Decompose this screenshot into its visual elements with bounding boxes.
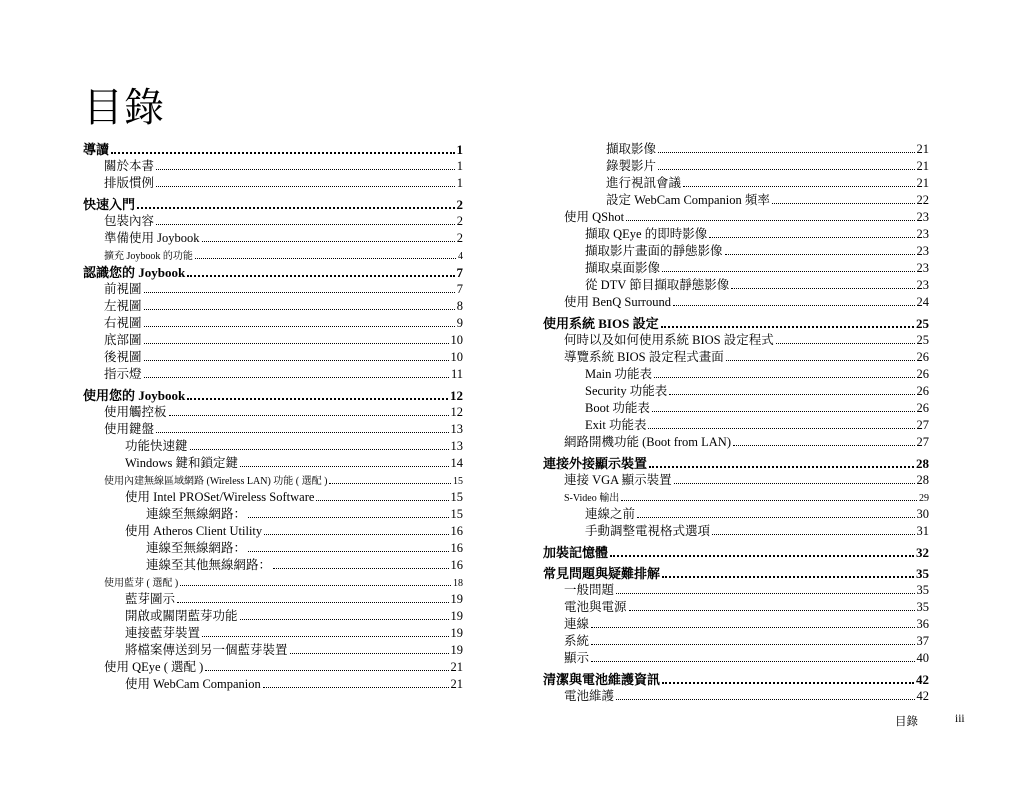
toc-leader-dots <box>621 489 917 501</box>
toc-entry[interactable] <box>83 315 463 332</box>
toc-entry-page: 2 <box>456 214 463 228</box>
toc-entry-page: 21 <box>916 142 929 156</box>
toc-entry-page: 11 <box>450 367 463 381</box>
toc-leader-dots <box>240 455 448 467</box>
toc-entry-title: 使用 QShot <box>564 210 625 224</box>
toc-leader-dots <box>156 158 455 170</box>
toc-entry[interactable] <box>83 540 463 557</box>
toc-entry-title: 將檔案傳送到另一個藍芽裝置 <box>125 643 288 657</box>
toc-entry-title: 快速入門 <box>83 197 136 212</box>
toc-entry-page: 1 <box>456 176 463 190</box>
toc-leader-dots <box>626 209 914 221</box>
toc-entry-page: 16 <box>450 524 463 538</box>
toc-entry[interactable] <box>543 434 929 451</box>
toc-entry[interactable] <box>83 659 463 676</box>
toc-leader-dots <box>591 616 914 628</box>
toc-leader-dots <box>673 294 915 306</box>
toc-leader-dots <box>662 671 914 684</box>
toc-entry-title: 擷取影片畫面的靜態影像 <box>585 244 723 258</box>
toc-entry-page: 19 <box>450 643 463 657</box>
toc-entry[interactable] <box>83 264 463 281</box>
toc-entry-title: 使用藍芽 ( 選配 ) <box>104 578 179 589</box>
toc-leader-dots <box>658 158 914 170</box>
toc-entry-title: 連接藍芽裝置 <box>125 626 201 640</box>
toc-leader-dots <box>144 298 455 310</box>
toc-entry-page: 40 <box>916 651 929 665</box>
toc-entry-title: 錄製影片 <box>606 159 657 173</box>
toc-leader-dots <box>637 506 914 518</box>
toc-entry[interactable] <box>543 506 929 523</box>
toc-leader-dots <box>610 544 914 557</box>
toc-entry-page: 32 <box>916 545 929 560</box>
toc-entry-page: 23 <box>916 261 929 275</box>
toc-entry-title: 系統 <box>564 634 590 648</box>
toc-entry-title: 連線至其他無線網路： <box>146 558 272 572</box>
toc-entry[interactable] <box>543 141 929 158</box>
toc-leader-dots <box>725 243 915 255</box>
page-footer <box>895 713 965 729</box>
toc-entry[interactable] <box>543 243 929 260</box>
toc-entry-page: 26 <box>916 401 929 415</box>
toc-entry[interactable] <box>543 523 929 540</box>
toc-entry-title: 右視圖 <box>104 316 142 330</box>
toc-entry-page: 26 <box>916 367 929 381</box>
toc-leader-dots <box>772 192 915 204</box>
toc-entry-title: 網路開機功能 (Boot from LAN) <box>564 435 731 449</box>
toc-entry-title: 一般問題 <box>564 583 615 597</box>
toc-leader-dots <box>187 387 448 400</box>
toc-entry-title: 排版慣例 <box>104 176 155 190</box>
toc-entry[interactable] <box>83 676 463 693</box>
toc-entry-title: 連接 VGA 顯示裝置 <box>564 473 672 487</box>
toc-entry[interactable] <box>83 175 463 192</box>
toc-entry-page: 14 <box>450 456 463 470</box>
toc-entry-page: 42 <box>916 689 929 703</box>
toc-entry-title: Exit 功能表 <box>585 418 647 432</box>
toc-leader-dots <box>654 366 914 378</box>
toc-entry-page: 13 <box>450 422 463 436</box>
toc-entry-title: 何時以及如何使用系統 BIOS 設定程式 <box>564 333 774 347</box>
toc-entry-title: 使用系統 BIOS 設定 <box>543 316 659 331</box>
toc-entry-page: 23 <box>916 244 929 258</box>
toc-entry-page: 29 <box>919 493 929 504</box>
toc-entry[interactable] <box>543 332 929 349</box>
toc-leader-dots <box>733 434 915 446</box>
toc-entry-title: 從 DTV 節目擷取靜態影像 <box>585 278 730 292</box>
toc-leader-dots <box>195 247 456 259</box>
toc-entry[interactable] <box>543 192 929 209</box>
toc-entry[interactable] <box>543 383 929 400</box>
toc-entry-title: 使用內建無線區域網路 (Wireless LAN) 功能 ( 選配 ) <box>104 476 328 487</box>
toc-entry[interactable] <box>83 421 463 438</box>
toc-entry-page: 15 <box>453 476 463 487</box>
toc-leader-dots <box>248 506 448 518</box>
toc-entry-title: 連線 <box>564 617 590 631</box>
toc-leader-dots <box>180 574 451 586</box>
footer-page-number: iii <box>955 713 965 725</box>
toc-entry-title: 顯示 <box>564 651 590 665</box>
toc-entry-page: 23 <box>916 278 929 292</box>
toc-entry-page: 13 <box>450 439 463 453</box>
toc-entry-title: 前視圖 <box>104 282 142 296</box>
toc-leader-dots <box>290 642 449 654</box>
toc-column-left <box>83 141 463 693</box>
toc-entry[interactable] <box>83 523 463 540</box>
toc-entry[interactable] <box>543 226 929 243</box>
toc-entry-page: 35 <box>916 583 929 597</box>
toc-entry[interactable] <box>543 260 929 277</box>
toc-entry-page: 21 <box>916 176 929 190</box>
toc-entry-title: 連接外接顯示裝置 <box>543 456 648 471</box>
toc-entry-title: 擷取 QEye 的即時影像 <box>585 227 708 241</box>
toc-entry[interactable] <box>543 315 929 332</box>
toc-entry-title: 設定 WebCam Companion 頻率 <box>606 193 770 207</box>
toc-entry-page: 25 <box>916 333 929 347</box>
toc-entry[interactable] <box>543 671 929 688</box>
toc-entry[interactable] <box>83 557 463 574</box>
toc-entry-title: Main 功能表 <box>585 367 653 381</box>
toc-entry-title: 左視圖 <box>104 299 142 313</box>
toc-entry-title: 認識您的 Joybook <box>83 265 186 280</box>
toc-entry-title: 準備使用 Joybook <box>104 231 200 245</box>
toc-entry[interactable] <box>83 230 463 247</box>
toc-leader-dots <box>709 226 914 238</box>
toc-entry-title: Windows 鍵和鎖定鍵 <box>125 456 239 470</box>
toc-entry-page: 15 <box>450 507 463 521</box>
toc-entry-page: 12 <box>450 388 463 403</box>
toc-entry[interactable] <box>543 616 929 633</box>
toc-entry[interactable] <box>543 544 929 561</box>
toc-entry[interactable] <box>543 489 929 506</box>
toc-leader-dots <box>144 366 449 378</box>
page-title: 目錄 <box>83 85 165 131</box>
toc-entry-title: 使用 Atheros Client Utility <box>125 524 263 538</box>
toc-leader-dots <box>169 404 449 416</box>
toc-entry-page: 10 <box>450 350 463 364</box>
toc-entry[interactable] <box>543 472 929 489</box>
toc-entry-page: 42 <box>916 672 929 687</box>
toc-entry-page: 2 <box>456 231 463 245</box>
toc-leader-dots <box>144 332 449 344</box>
toc-entry-page: 16 <box>450 558 463 572</box>
toc-entry-title: 進行視訊會議 <box>606 176 682 190</box>
toc-leader-dots <box>591 633 914 645</box>
toc-entry-page: 1 <box>456 159 463 173</box>
toc-leader-dots <box>144 315 455 327</box>
toc-entry-page: 23 <box>916 210 929 224</box>
toc-leader-dots <box>649 455 914 468</box>
toc-entry-title: 清潔與電池維護資訊 <box>543 672 661 687</box>
toc-entry[interactable] <box>83 608 463 625</box>
toc-leader-dots <box>190 438 449 450</box>
toc-entry-page: 22 <box>916 193 929 207</box>
toc-entry-page: 8 <box>456 299 463 313</box>
toc-leader-dots <box>144 281 455 293</box>
toc-entry-page: 7 <box>456 265 463 280</box>
toc-entry-page: 16 <box>450 541 463 555</box>
toc-leader-dots <box>177 591 448 603</box>
toc-entry[interactable] <box>543 633 929 650</box>
toc-entry[interactable] <box>83 387 463 404</box>
toc-entry[interactable] <box>83 366 463 383</box>
toc-entry-page: 15 <box>450 490 463 504</box>
toc-entry[interactable] <box>83 574 463 591</box>
toc-entry[interactable] <box>83 438 463 455</box>
toc-entry-title: 使用您的 Joybook <box>83 388 186 403</box>
toc-entry[interactable] <box>83 247 463 264</box>
toc-entry[interactable] <box>543 349 929 366</box>
toc-leader-dots <box>202 230 455 242</box>
toc-entry[interactable] <box>543 417 929 434</box>
toc-leader-dots <box>187 264 454 277</box>
toc-entry-page: 21 <box>450 660 463 674</box>
toc-leader-dots <box>652 400 915 412</box>
toc-entry-title: 加裝記憶體 <box>543 545 609 560</box>
toc-leader-dots <box>616 582 914 594</box>
toc-entry-page: 4 <box>458 251 463 262</box>
toc-entry-page: 37 <box>916 634 929 648</box>
toc-leader-dots <box>111 141 454 154</box>
toc-entry[interactable] <box>83 591 463 608</box>
toc-entry-title: 使用 Intel PROSet/Wireless Software <box>125 490 315 504</box>
toc-entry-page: 26 <box>916 350 929 364</box>
toc-entry[interactable] <box>543 277 929 294</box>
toc-entry-title: 擴充 Joybook 的功能 <box>104 251 193 262</box>
toc-entry[interactable] <box>543 294 929 311</box>
toc-entry-page: 35 <box>916 600 929 614</box>
toc-leader-dots <box>156 421 448 433</box>
toc-leader-dots <box>329 472 451 484</box>
toc-entry-page: 30 <box>916 507 929 521</box>
toc-leader-dots <box>137 196 454 209</box>
toc-leader-dots <box>240 608 449 620</box>
toc-entry[interactable] <box>543 175 929 192</box>
toc-entry-title: 指示燈 <box>104 367 142 381</box>
toc-entry-title: 導覽系統 BIOS 設定程式畫面 <box>564 350 724 364</box>
toc-entry-page: 24 <box>916 295 929 309</box>
toc-entry[interactable] <box>83 642 463 659</box>
toc-leader-dots <box>273 557 448 569</box>
toc-entry[interactable] <box>543 565 929 582</box>
toc-entry-page: 2 <box>456 197 463 212</box>
toc-leader-dots <box>726 349 915 361</box>
toc-entry-page: 25 <box>916 316 929 331</box>
toc-entry-title: 使用 BenQ Surround <box>564 295 671 309</box>
toc-entry[interactable] <box>543 599 929 616</box>
toc-entry-title: 電池維護 <box>564 689 615 703</box>
toc-leader-dots <box>776 332 915 344</box>
toc-entry[interactable] <box>543 400 929 417</box>
toc-entry-title: 後視圖 <box>104 350 142 364</box>
toc-leader-dots <box>669 383 914 395</box>
toc-entry[interactable] <box>543 158 929 175</box>
toc-leader-dots <box>202 625 448 637</box>
toc-entry-page: 36 <box>916 617 929 631</box>
toc-entry-page: 26 <box>916 384 929 398</box>
toc-entry-page: 1 <box>456 142 463 157</box>
toc-entry[interactable] <box>83 506 463 523</box>
toc-leader-dots <box>662 565 914 578</box>
toc-entry[interactable] <box>83 196 463 213</box>
toc-entry-page: 12 <box>450 405 463 419</box>
toc-entry-title: 使用觸控板 <box>104 405 167 419</box>
toc-entry[interactable] <box>83 489 463 506</box>
toc-entry-page: 18 <box>453 578 463 589</box>
toc-entry-page: 27 <box>916 435 929 449</box>
toc-entry-page: 19 <box>450 592 463 606</box>
toc-entry-title: 藍芽圖示 <box>125 592 176 606</box>
toc-leader-dots <box>661 315 914 328</box>
toc-leader-dots <box>616 688 914 700</box>
toc-entry[interactable] <box>83 455 463 472</box>
toc-entry[interactable] <box>83 158 463 175</box>
toc-entry-title: 包裝內容 <box>104 214 155 228</box>
toc-leader-dots <box>648 417 914 429</box>
toc-leader-dots <box>263 676 449 688</box>
toc-leader-dots <box>629 599 915 611</box>
toc-leader-dots <box>712 523 914 535</box>
toc-leader-dots <box>144 349 449 361</box>
toc-entry-page: 35 <box>916 566 929 581</box>
toc-entry[interactable] <box>83 349 463 366</box>
toc-entry-page: 28 <box>916 473 929 487</box>
toc-entry[interactable] <box>543 650 929 667</box>
toc-entry[interactable] <box>83 404 463 421</box>
toc-entry[interactable] <box>83 332 463 349</box>
toc-entry-page: 23 <box>916 227 929 241</box>
toc-entry-title: 連線至無線網路： <box>146 541 247 555</box>
toc-entry[interactable] <box>83 213 463 230</box>
toc-entry-title: 關於本書 <box>104 159 155 173</box>
toc-entry[interactable] <box>83 625 463 642</box>
toc-entry-title: 手動調整電視格式選項 <box>585 524 711 538</box>
toc-entry[interactable] <box>83 298 463 315</box>
toc-entry-page: 21 <box>450 677 463 691</box>
toc-entry-title: 使用鍵盤 <box>104 422 155 436</box>
toc-entry-page: 19 <box>450 626 463 640</box>
toc-entry-page: 7 <box>456 282 463 296</box>
toc-leader-dots <box>591 650 914 662</box>
toc-entry-page: 10 <box>450 333 463 347</box>
toc-leader-dots <box>674 472 915 484</box>
toc-leader-dots <box>658 141 914 153</box>
toc-entry-page: 9 <box>456 316 463 330</box>
toc-entry-title: 擷取桌面影像 <box>585 261 661 275</box>
toc-entry-title: 開啟或關閉藍芽功能 <box>125 609 238 623</box>
toc-entry-title: S-Video 輸出 <box>564 493 620 504</box>
toc-column-right <box>543 141 929 705</box>
toc-entry-title: 常見問題與疑難排解 <box>543 566 661 581</box>
toc-entry-title: Security 功能表 <box>585 384 668 398</box>
toc-entry[interactable] <box>543 366 929 383</box>
toc-entry-title: 使用 WebCam Companion <box>125 677 261 691</box>
toc-leader-dots <box>156 175 455 187</box>
toc-entry-page: 27 <box>916 418 929 432</box>
toc-entry-title: 功能快速鍵 <box>125 439 188 453</box>
toc-entry-title: 使用 QEye ( 選配 ) <box>104 660 204 674</box>
toc-leader-dots <box>156 213 455 225</box>
toc-leader-dots <box>731 277 914 289</box>
toc-entry-title: 連線至無線網路： <box>146 507 247 521</box>
toc-entry[interactable] <box>83 281 463 298</box>
toc-entry-page: 21 <box>916 159 929 173</box>
toc-entry-title: 導讀 <box>83 142 110 157</box>
toc-entry[interactable] <box>543 209 929 226</box>
toc-leader-dots <box>683 175 914 187</box>
toc-entry-page: 31 <box>916 524 929 538</box>
toc-entry-title: 連線之前 <box>585 507 636 521</box>
toc-entry-page: 19 <box>450 609 463 623</box>
toc-leader-dots <box>205 659 448 671</box>
toc-entry-title: 底部圖 <box>104 333 142 347</box>
toc-entry[interactable] <box>543 455 929 472</box>
toc-entry[interactable] <box>543 582 929 599</box>
footer-label: 目錄 <box>895 714 918 728</box>
toc-entry-title: 電池與電源 <box>564 600 627 614</box>
toc-entry-title: Boot 功能表 <box>585 401 650 415</box>
toc-entry-title: 擷取影像 <box>606 142 657 156</box>
toc-entry[interactable] <box>83 472 463 489</box>
toc-entry[interactable] <box>543 688 929 705</box>
toc-leader-dots <box>316 489 448 501</box>
toc-leader-dots <box>662 260 914 272</box>
toc-entry[interactable] <box>83 141 463 158</box>
toc-leader-dots <box>248 540 448 552</box>
toc-entry-page: 28 <box>916 456 929 471</box>
toc-leader-dots <box>264 523 448 535</box>
